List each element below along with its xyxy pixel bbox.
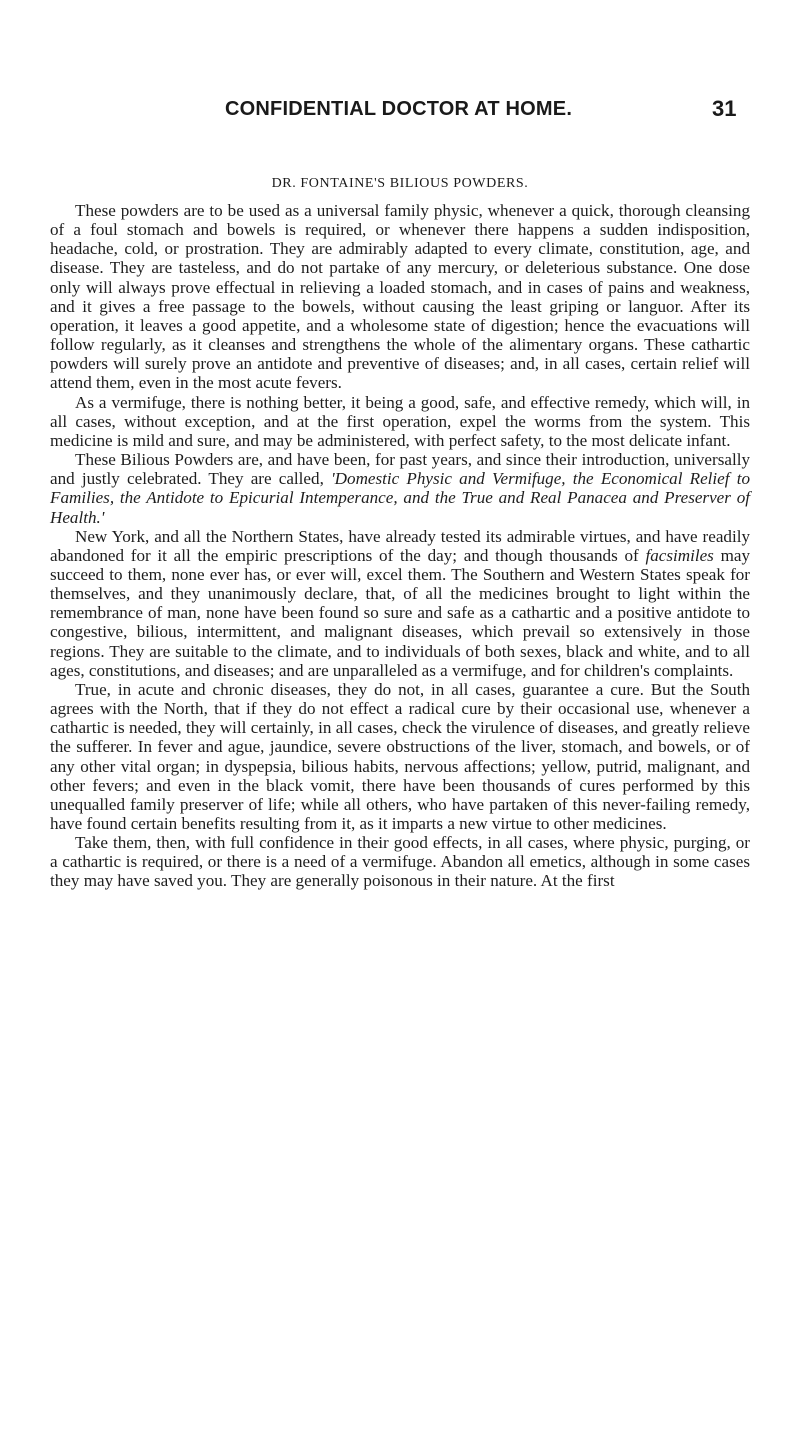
quoted-title: 'Domestic Physic and Vermifuge, the Economical Relief to Families, the Antidote to Epicurial Intemperance, and the True and Real Panacea and Preserver of Health.' [50,469,750,527]
paragraph: These powders are to be used as a universal family physic, whenever a quick, thorough cleansing of a foul stomach and bowels is required, or whenever there happens a sudden indisposition, headache, cold, or prostration. They are admirably adapted to every climate, constitution, age, and disease. They are tasteless, and do not partake of any mercury, or deleterious substance. One dose only will always prove effectual in relieving a loaded stomach, and in cases of pains and weakness, and it gives a free passage to the bowels, without causing the least griping or languor. After its operation, it leaves a good appetite, and a wholesome state of digestion; hence the evacuations will follow regularly, as it cleanses and strengthens the whole of the alimentary organs. These cathartic powders will surely prove an antidote and preventive of diseases; and, in all cases, certain relief will attend them, even in the most acute fevers. [50,201,750,393]
emphasis-word: facsimiles [645,545,714,565]
paragraph-text: These Bilious Powders are, and have been, for past years, and since their introduction, universally and justly celebrated. They are called, [50,450,750,489]
running-title: CONFIDENTIAL DOCTOR AT HOME. [225,98,573,120]
paragraph [50,527,750,680]
paragraph [50,450,750,527]
body-text [50,201,750,891]
paragraph: Take them, then, with full confidence in their good effects, in all cases, where physic, purging, or a cathartic is required, or there is a need of a vermifuge. Abandon all emetics, although in some cases they may have saved you. They are generally poisonous in their nature. At the first [50,833,750,891]
page-number: 31 [712,96,737,121]
section-title: DR. FONTAINE'S BILIOUS POWDERS. [271,176,529,191]
paragraph-text: New York, and all the Northern States, have already tested its admirable virtues, and have readily abandoned for it all the empiric prescriptions of the day; and though thousands of [50,526,750,565]
paragraph-text: may succeed to them, none ever has, or ever will, excel them. The Southern and Western States speak for themselves, and they unanimously declare, that, of all the medicines brought to light within the remembrance of man, none have been found so sure and safe as a cathartic and a positive antidote to congestive, bilious, intermittent, and malignant diseases, which prevail so extensively in those regions. They are suitable to the climate, and to individuals of both sexes, black and white, and to all ages, constitutions, and diseases; and are unparalleled as a vermifuge, and for children's complaints. [50,545,750,680]
paragraph: True, in acute and chronic diseases, they do not, in all cases, guarantee a cure. But the South agrees with the North, that if they do not effect a radical cure by their occasional use, whenever a cathartic is needed, they will certainly, in all cases, check the virulence of diseases, and greatly relieve the sufferer. In fever and ague, jaundice, severe obstructions of the liver, stomach, and bowels, or of any other vital organ; in dyspepsia, bilious habits, nervous affections; yellow, putrid, malignant, and other fevers; and even in the black vomit, there have been thousands of cures performed by this unequalled family preserver of life; while all others, who have partaken of this never-failing remedy, have found certain benefits resulting from it, as it imparts a new virtue to other medicines. [50,679,750,833]
paragraph: As a vermifuge, there is nothing better, it being a good, safe, and effective remedy, which will, in all cases, without exception, and at the first operation, expel the worms from the system. This medicine is mild and sure, and may be administered, with perfect safety, to the most delicate infant. [50,392,750,450]
running-head [0,98,800,138]
